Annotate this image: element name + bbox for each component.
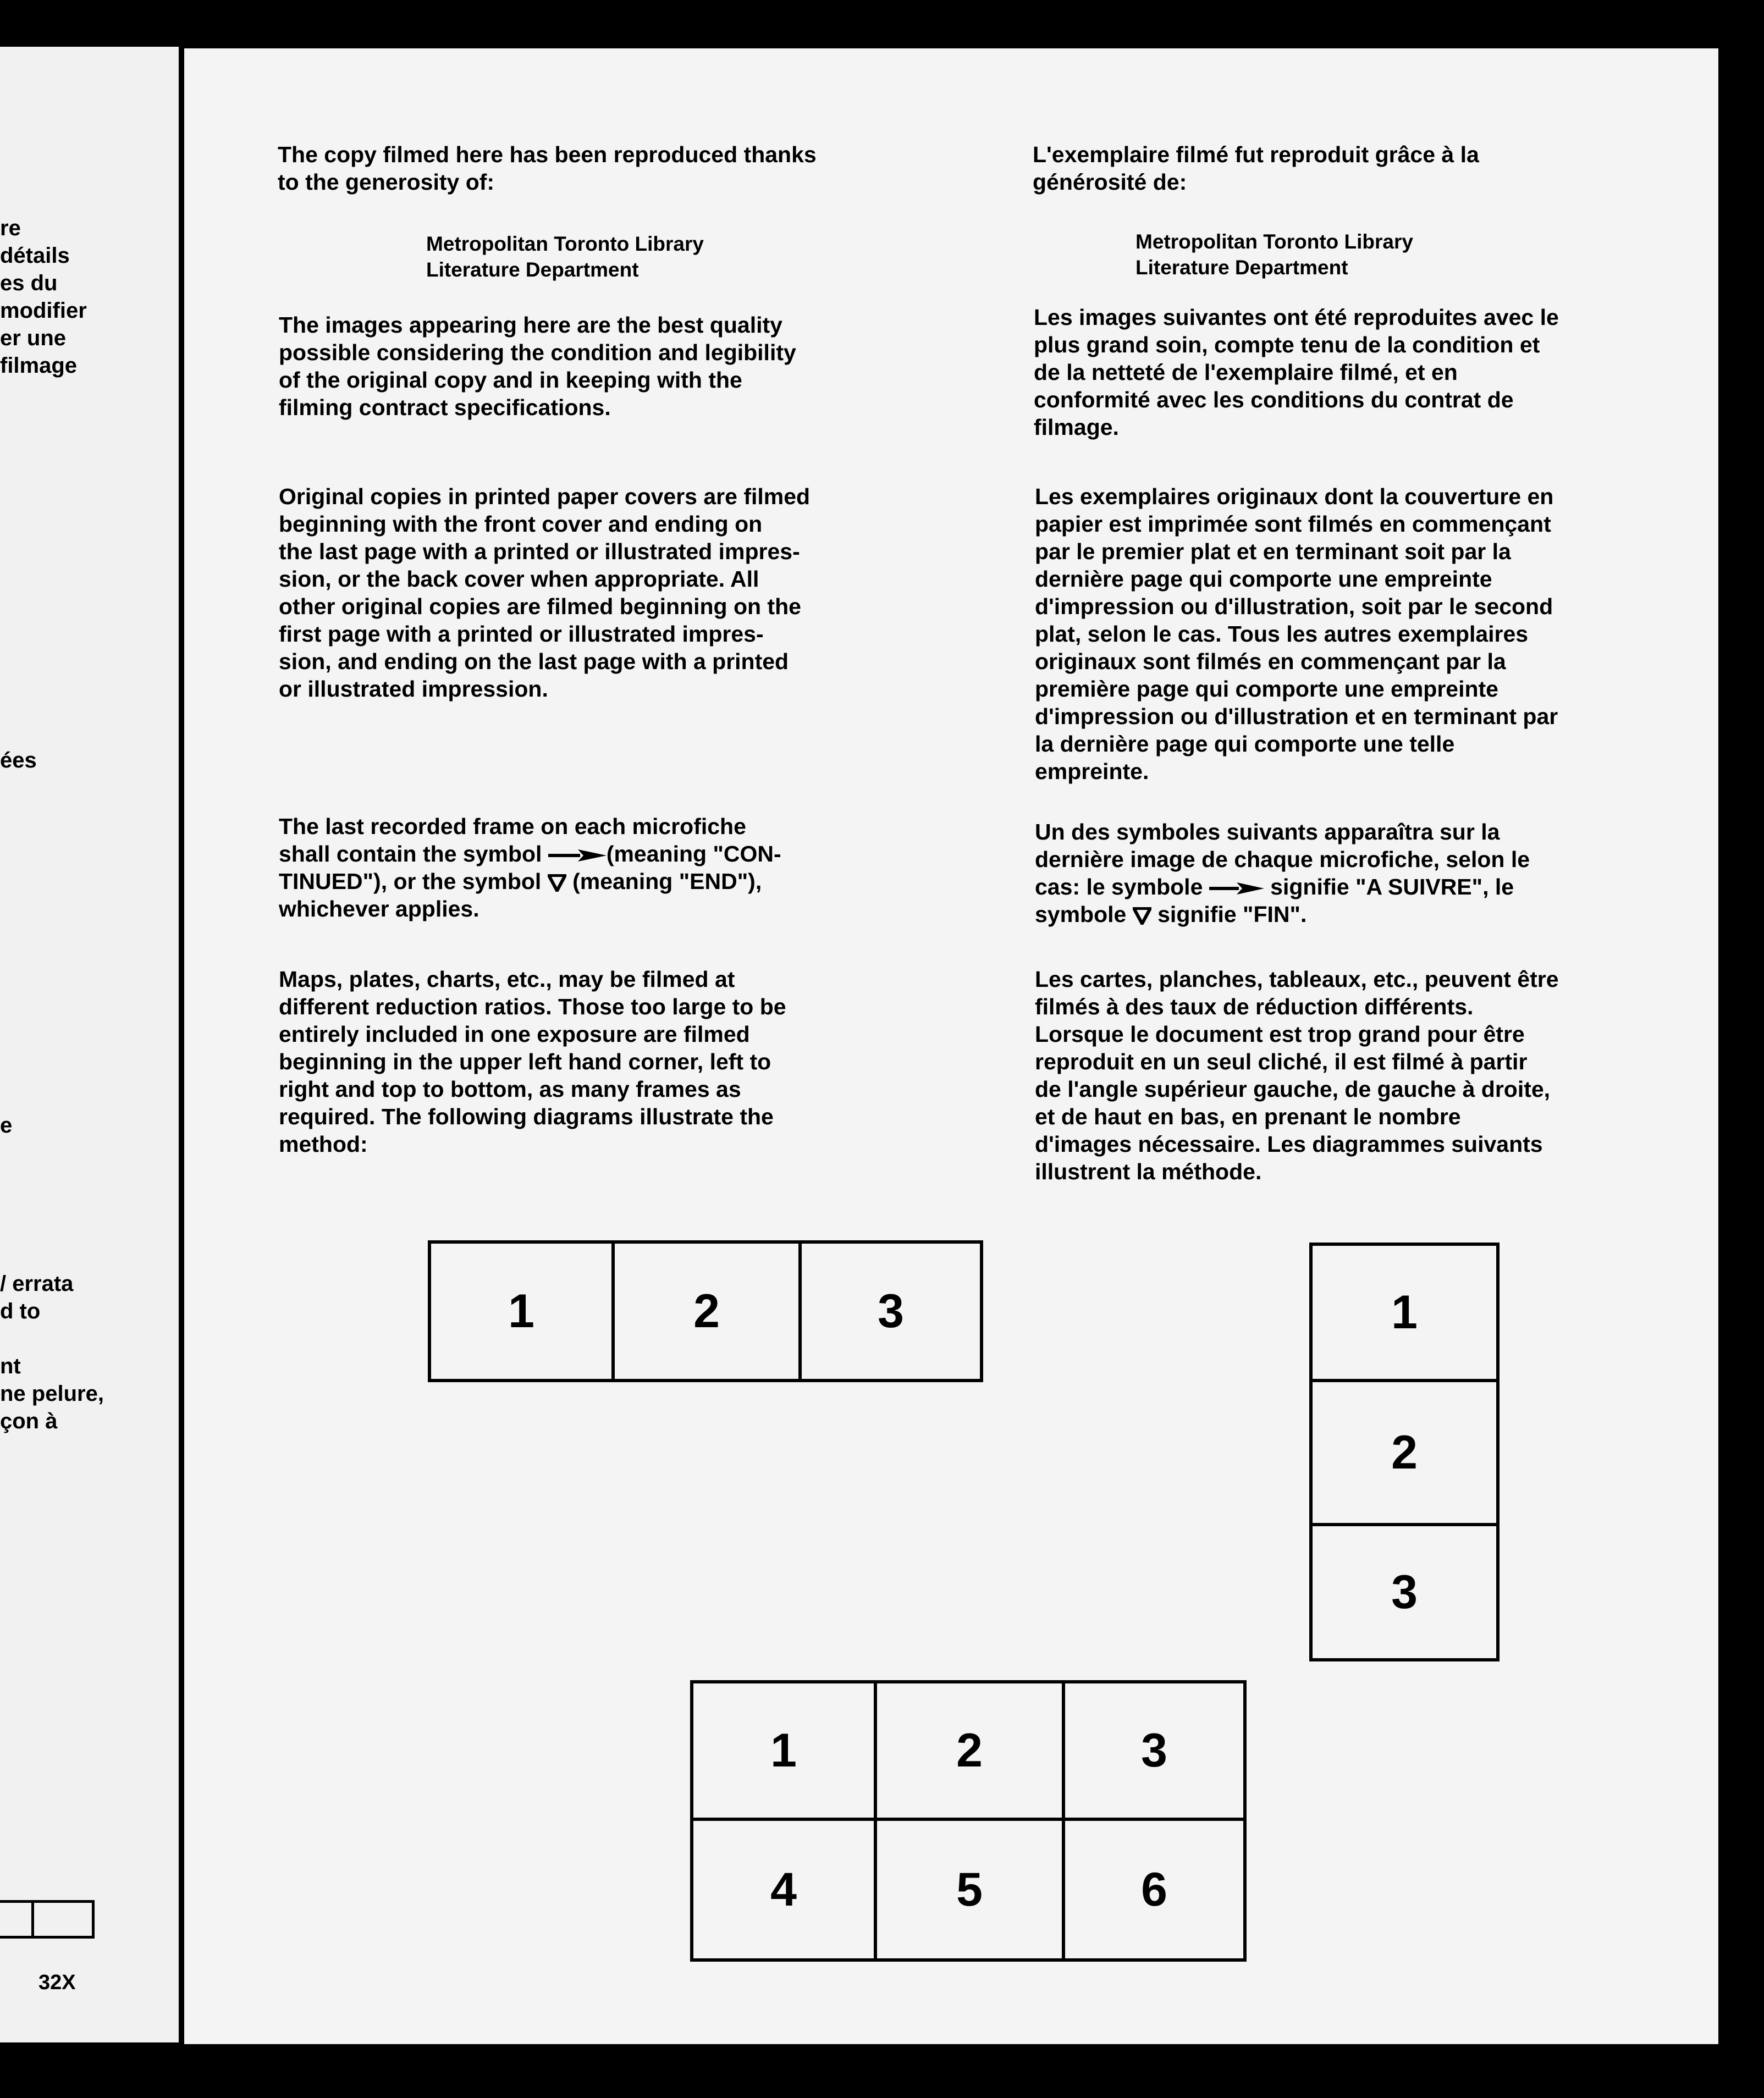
frame-cell: 2 xyxy=(1313,1382,1496,1526)
fr-library: Metropolitan Toronto Library Literature Department xyxy=(1135,230,1413,279)
fr-maps: Les cartes, planches, tableaux, etc., peuvent être filmés à des taux de réduction différents. Lorsque le document est trop grand pour être reproduit en un seul cliché, il est filmé à partir de l'angle supérieur gauche, de gauche à droite, et de haut en bas, en prenant le nombre d'images nécessaire. Les diagrammes suivants illustrent la méthode. xyxy=(1035,967,1559,1184)
frame-cell: 2 xyxy=(615,1244,802,1379)
triangle-down-icon xyxy=(1133,907,1151,925)
text-fragment: ne pelure, xyxy=(0,1382,104,1406)
frame-cell: 4 xyxy=(693,1821,877,1958)
text-fragment: / errata xyxy=(0,1272,74,1296)
en-covers: Original copies in printed paper covers are filmed beginning with the front cover and ending on the last page with a printed or illustrated impres- sion, or the back cover when appropriate. All other original copies are filmed beginning on the first page with a printed or illustrated impres- sion, and ending on the last page with a printed or illustrated impression. xyxy=(279,484,811,702)
frame-cell: 1 xyxy=(693,1683,877,1821)
frame-cell: 5 xyxy=(877,1821,1065,1958)
reduction-strip xyxy=(0,1900,95,1939)
text-fragment: e xyxy=(0,1113,13,1138)
main-page xyxy=(184,48,1718,2044)
frame-cell: 3 xyxy=(878,1284,904,1338)
text-fragment: er une xyxy=(0,326,67,350)
text-fragment: modifier xyxy=(0,299,87,323)
diagram-grid-of-six xyxy=(690,1680,1247,1962)
text-fragment: nt xyxy=(0,1354,21,1378)
text-fragment: filmage xyxy=(0,354,78,378)
strip-label: 32X xyxy=(38,1971,76,1994)
text-fragment: d to xyxy=(0,1299,41,1323)
text-fragment: re xyxy=(0,216,21,240)
diagram-column-of-three xyxy=(1309,1243,1500,1661)
fr-covers: Les exemplaires originaux dont la couverture en papier est imprimée sont filmés en commençant par le premier plat et en terminant soit par la dernière page qui comporte une empreinte d'impression ou d'illustration, soit par le second plat, selon le cas. Tous les autres exemplaires originaux sont filmés en commençant par la première page qui comporte une empreinte d'impression ou d'illustration et en terminant par la dernière page qui comporte une telle empreinte. xyxy=(1035,484,1558,784)
arrow-right-icon xyxy=(548,849,607,862)
text-fragment: ées xyxy=(0,748,37,772)
text-fragment: es du xyxy=(0,271,58,295)
frame-cell: 1 xyxy=(1313,1246,1496,1382)
fr-intro: L'exemplaire filmé fut reproduit grâce à la générosité de: xyxy=(1033,142,1479,195)
fr-quality: Les images suivantes ont été reproduites avec le plus grand soin, compte tenu de la condition et de la netteté de l'exemplaire filmé, et en conformité avec les conditions du contrat de filmage. xyxy=(1034,305,1559,440)
en-maps: Maps, plates, charts, etc., may be filmed at different reduction ratios. Those too large to be entirely included in one exposure are filmed beginning in the upper left hand corner, left to right and top to bottom, as many frames as required. The following diagrams illustrate the method: xyxy=(279,967,786,1157)
text-fragment: çon à xyxy=(0,1409,58,1433)
en-symbols: The last recorded frame on each microfiche shall contain the symbol (meaning "CON- TINUED"), or the symbol (meaning "END"), whichever applies. xyxy=(279,814,781,921)
frame-cell: 2 xyxy=(877,1683,1065,1821)
en-quality: The images appearing here are the best quality possible considering the condition and legibility of the original copy and in keeping with the filming contract specifications. xyxy=(279,312,796,420)
frame-cell: 1 xyxy=(431,1244,615,1379)
frame-cell: 6 xyxy=(1141,1863,1167,1916)
arrow-right-icon xyxy=(1209,882,1264,895)
en-intro: The copy filmed here has been reproduced thanks to the generosity of: xyxy=(278,142,817,195)
left-page-fragment xyxy=(0,47,179,2042)
frame-cell: 3 xyxy=(1391,1565,1418,1619)
en-library: Metropolitan Toronto Library Literature Department xyxy=(426,233,704,281)
fr-symbols: Un des symboles suivants apparaîtra sur la dernière image de chaque microfiche, selon le cas: le symbole signifie "A SUIVRE", le symbole signifie "FIN". xyxy=(1035,819,1530,927)
triangle-down-icon xyxy=(548,874,566,892)
diagram-row-of-three xyxy=(428,1240,983,1382)
frame-cell: 3 xyxy=(1065,1683,1243,1821)
text-fragment: détails xyxy=(0,244,70,268)
